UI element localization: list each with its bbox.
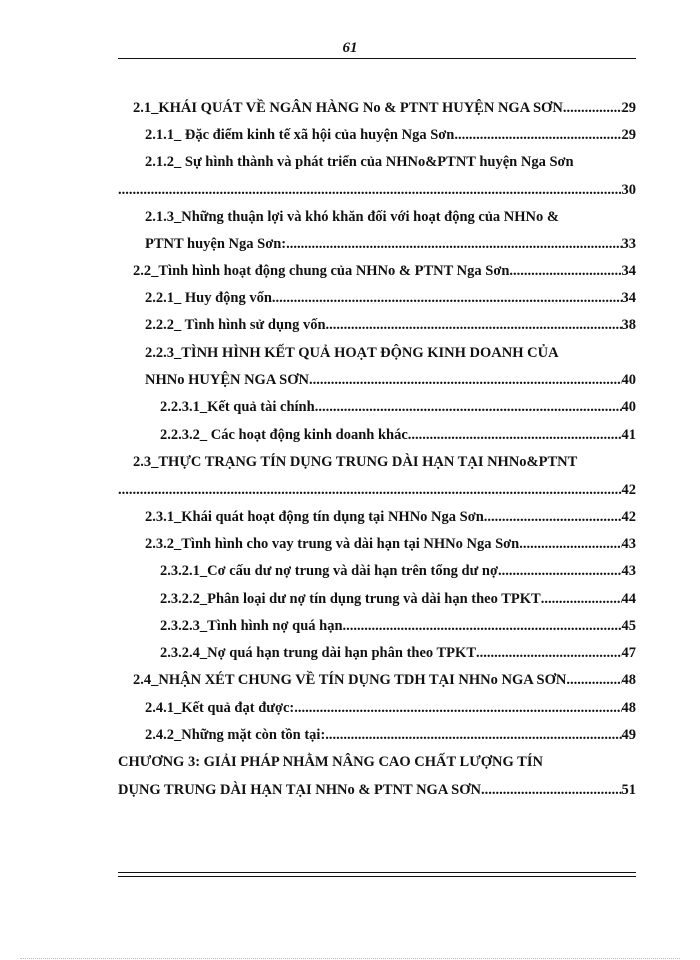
toc-entry-page: 41 (621, 427, 636, 443)
toc-entry-title: 2.3.2.1_Cơ cấu dư nợ trung và dài hạn trên tổng dư nợ (160, 563, 498, 579)
toc-entry-title: 2.2_Tình hình hoạt động chung của NHNo & PTNT Nga Sơn. (133, 263, 514, 279)
toc-entry-title: NHNo HUYỆN NGA SƠN (145, 372, 309, 388)
toc-entry-2-3-2-3[interactable] (160, 616, 636, 636)
toc-entry-title: 2.1.2_ Sự hình thành và phát triển của NHNo&PTNT huyện Nga Sơn (145, 154, 574, 170)
toc-entry-page: 42 (621, 509, 636, 525)
toc-entry-2-1[interactable] (133, 98, 636, 118)
toc-entry-page: 48 (621, 672, 636, 688)
toc-entry-title: 2.2.2_ Tình hình sử dụng vốn. (145, 317, 330, 333)
toc-entry-2-1-3-line1[interactable] (145, 207, 636, 227)
toc-entry-title: CHƯƠNG 3: GIẢI PHÁP NHẰM NÂNG CAO CHẤT LƯỢNG TÍN (118, 754, 543, 770)
toc-entry-page: 40 (621, 372, 636, 388)
toc-entry-page: 34 (621, 290, 636, 306)
page-number: 61 (342, 40, 358, 56)
toc-entry-2-2-3-1[interactable] (160, 397, 636, 417)
toc-entry-chapter-3-line2[interactable] (118, 780, 636, 800)
toc-entry-page: 33 (621, 236, 636, 252)
toc-entry-2-3-line2[interactable] (118, 480, 636, 500)
toc-entry-page: 47 (621, 645, 636, 661)
toc-entry-2-4-1[interactable] (145, 698, 636, 718)
toc-entry-page: 29 (621, 127, 636, 143)
toc-entry-page: 43 (621, 563, 636, 579)
toc-entry-2-4[interactable] (133, 670, 636, 690)
footer-rule-double (118, 876, 636, 877)
toc-entry-title: 2.3_THỰC TRẠNG TÍN DỤNG TRUNG DÀI HẠN TẠI NHNo&PTNT (133, 454, 578, 470)
toc-entry-page: 34 (621, 263, 636, 279)
toc-entry-title: 2.2.3_TÌNH HÌNH KẾT QUẢ HOẠT ĐỘNG KINH DOANH CỦA (145, 345, 559, 361)
toc-entry-title: 2.4_NHẬN XÉT CHUNG VỀ TÍN DỤNG TDH TẠI NHNo NGA SƠN (133, 672, 567, 688)
toc-entry-title: 2.1.3_Những thuận lợi và khó khăn đối với hoạt động của NHNo & (145, 209, 559, 225)
toc-entry-2-3-2-4[interactable] (160, 643, 636, 663)
toc-entry-title: 2.4.1_Kết quả đạt được: (145, 700, 295, 716)
toc-entry-2-4-2[interactable] (145, 725, 636, 745)
toc-entry-2-2-3-2[interactable] (160, 425, 636, 445)
toc-entry-2-2-3-line1[interactable] (145, 343, 636, 363)
toc-entry-title: 2.2.1_ Huy động vốn. (145, 290, 276, 306)
toc-entry-2-3-2[interactable] (145, 534, 636, 554)
toc-entry-page: 48 (621, 700, 636, 716)
toc-entry-title: 2.2.3.2_ Các hoạt động kinh doanh khác (160, 427, 408, 443)
toc-entry-page: 51 (621, 782, 636, 798)
toc-entry-title: 2.3.2_Tình hình cho vay trung và dài hạn tại NHNo Nga Sơn (145, 536, 520, 552)
toc-entry-2-3-2-1[interactable] (160, 561, 636, 581)
toc-entry-2-3-1[interactable] (145, 507, 636, 527)
toc-entry-title: 2.4.2_Những mặt còn tồn tại: (145, 727, 326, 743)
toc-entry-2-3-2-2[interactable] (160, 589, 636, 609)
toc-entry-2-3-line1[interactable] (133, 452, 636, 472)
toc-entry-page: 45 (621, 618, 636, 634)
toc-entry-page: 30 (621, 182, 636, 198)
toc-entry-2-1-3-line2[interactable] (145, 234, 636, 254)
footer-rule (118, 872, 636, 873)
toc-entry-title: 2.3.2.2_Phân loại dư nợ tín dụng trung và dài hạn theo TPKT (160, 591, 541, 607)
toc-entry-2-1-2-line2[interactable] (118, 180, 636, 200)
toc-entry-chapter-3-line1[interactable] (118, 752, 636, 772)
toc-entry-2-2-3-line2[interactable] (145, 370, 636, 390)
toc-entry-2-2-2[interactable] (145, 315, 636, 335)
toc-entry-title: 2.1.1_ Đặc điểm kinh tế xã hội của huyện Nga Sơn (145, 127, 455, 143)
toc-entry-page: 29 (621, 100, 636, 116)
toc-entry-page: 40 (621, 399, 636, 415)
toc-entry-title: DỤNG TRUNG DÀI HẠN TẠI NHNo & PTNT NGA SƠN (118, 782, 481, 798)
toc-entry-page: 44 (621, 591, 636, 607)
toc-entry-page: 42 (621, 482, 636, 498)
toc-entry-page: 38 (621, 317, 636, 333)
toc-entry-2-1-2-line1[interactable] (145, 152, 636, 172)
toc-entry-title: 2.3.2.4_Nợ quá hạn trung dài hạn phân theo TPKT (160, 645, 476, 661)
toc-entry-title: 2.3.1_Khái quát hoạt động tín dụng tại NHNo Nga Sơn (145, 509, 484, 525)
toc-entry-page: 49 (621, 727, 636, 743)
toc-entry-title: 2.3.2.3_Tình hình nợ quá hạn (160, 618, 343, 634)
toc-entry-title: PTNT huyện Nga Sơn: (145, 236, 287, 252)
page-edge-dotted (20, 958, 680, 959)
header-rule (118, 58, 636, 59)
toc-entry-title: 2.2.3.1_Kết quả tài chính (160, 399, 315, 415)
toc-entry-2-2-1[interactable] (145, 288, 636, 308)
toc-entry-title: 2.1_KHÁI QUÁT VỀ NGÂN HÀNG No & PTNT HUYỆN NGA SƠN (133, 100, 563, 116)
toc-entry-page: 43 (621, 536, 636, 552)
toc-entry-2-1-1[interactable] (145, 125, 636, 145)
toc-entry-2-2[interactable] (133, 261, 636, 281)
